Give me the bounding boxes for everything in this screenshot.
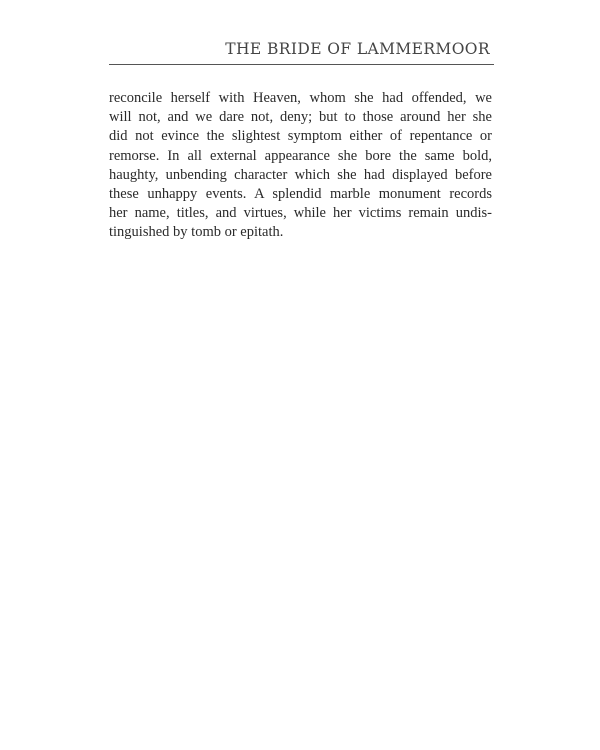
text-line: will not, and we dare not, deny; but to those around her she xyxy=(109,109,492,126)
text-line: these unhappy events. A splendid marble monument records xyxy=(109,186,492,203)
text-line: her name, titles, and virtues, while her victims remain undis- xyxy=(109,205,492,222)
text-line: reconcile herself with Heaven, whom she had offended, we xyxy=(109,90,492,106)
text-line: haughty, unbending character which she had displayed before xyxy=(109,166,492,183)
body-paragraph xyxy=(109,89,492,243)
header-rule xyxy=(109,64,494,65)
running-head-title: THE BRIDE OF LAMMERMOOR xyxy=(225,40,490,58)
text-line: tinguished by tomb or epitath. xyxy=(109,224,284,241)
text-line: remorse. In all external appearance she bore the same bold, xyxy=(109,147,492,164)
text-line: did not evince the slightest symptom either of repentance or xyxy=(109,128,492,145)
